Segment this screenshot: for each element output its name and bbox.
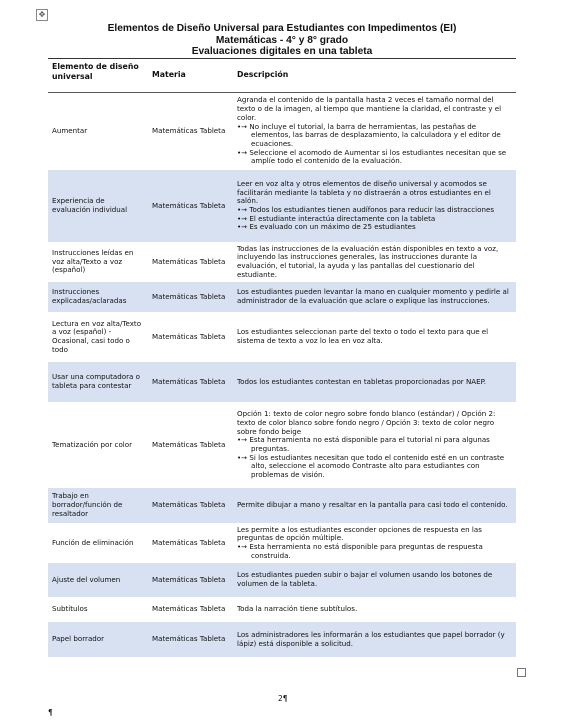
element-cell: Ajuste del volumen bbox=[48, 563, 148, 597]
description-cell bbox=[233, 523, 516, 563]
bullet-item bbox=[237, 149, 512, 166]
element-cell: Experiencia de evaluación individual bbox=[48, 170, 148, 242]
table-move-handle-icon[interactable]: ✥ bbox=[36, 9, 48, 21]
table-row bbox=[48, 312, 516, 362]
description-text: Los administradores les informarán a los estudiantes que papel borrador (y lápiz) está disponible a solicitud. bbox=[237, 629, 505, 648]
document-title bbox=[48, 23, 516, 58]
table-row bbox=[48, 597, 516, 622]
table-row bbox=[48, 362, 516, 402]
subject-cell: Matemáticas Tableta bbox=[148, 563, 233, 597]
element-cell: Aumentar bbox=[52, 125, 88, 135]
bullet-item bbox=[237, 543, 512, 560]
bullet-icon: •→ bbox=[237, 205, 250, 214]
description-text: Permite dibujar a mano y resaltar en la pantalla para casi todo el contenido. bbox=[237, 500, 508, 510]
title-line-3: Evaluaciones digitales en una tableta bbox=[191, 46, 373, 57]
bullet-text: Si los estudiantes necesitan que todo el contenido esté en un contraste alto, seleccione el acomodo Contraste alto para estudiantes con problemas de visión. bbox=[249, 452, 505, 480]
element-cell: Instrucciones leídas en voz alta/Texto a voz (español) bbox=[52, 247, 134, 275]
description-text: Opción 1: texto de color negro sobre fondo blanco (estándar) / Opción 2: texto de color blanco sobre fondo negro / Opción 3: texto de color negro sobre fondo beige bbox=[237, 409, 496, 436]
description-cell bbox=[233, 488, 516, 523]
table-resize-handle[interactable] bbox=[517, 668, 526, 677]
description-text: Todos los estudiantes contestan en tabletas proporcionadas por NAEP. bbox=[237, 376, 487, 386]
description-text: Todas las instrucciones de la evaluación están disponibles en texto a voz, incluyendo las instrucciones generales, las instrucciones durante la evaluación, el tutorial, la ayuda y las pantallas del cuestionario del estudiante. bbox=[237, 243, 499, 279]
element-cell: Trabajo en borrador/función de resaltador bbox=[48, 488, 148, 523]
subject-cell: Matemáticas Tableta bbox=[152, 331, 226, 341]
description-cell bbox=[233, 242, 516, 282]
description-text: Los estudiantes pueden levantar la mano en cualquier momento y pedirle al administrador de la evaluación que aclare o explique las instrucciones. bbox=[237, 287, 509, 305]
element-cell: Subtítulos bbox=[52, 604, 88, 614]
bullet-text: Seleccione el acomodo de Aumentar si los estudiantes necesitan que se amplíe todo el contenido de la evaluación. bbox=[249, 147, 507, 166]
description-cell bbox=[233, 402, 516, 488]
subject-cell: Matemáticas Tableta bbox=[148, 622, 233, 657]
table-row bbox=[48, 282, 516, 312]
header-element: Elemento de diseño universal bbox=[48, 58, 148, 92]
bullet-list bbox=[237, 436, 512, 480]
bullet-text: Todos los estudiantes tienen audífonos para reducir las distracciones bbox=[249, 205, 495, 214]
title-line-2: Matemáticas - 4° y 8° grado bbox=[215, 34, 349, 46]
description-text: Les permite a los estudiantes esconder opciones de respuesta en las preguntas de opción múltiple. bbox=[237, 524, 482, 543]
element-cell: Función de eliminación bbox=[52, 537, 134, 547]
header-description: Descripción bbox=[233, 58, 516, 92]
element-cell: Tematización por color bbox=[52, 439, 133, 449]
description-text: Los estudiantes pueden subir o bajar el volumen usando los botones de volumen de la tableta. bbox=[237, 570, 493, 588]
element-cell: Usar una computadora o tableta para contestar bbox=[48, 362, 148, 402]
bullet-list bbox=[237, 123, 512, 167]
description-text: Los estudiantes seleccionan parte del texto o todo el texto para que el sistema de texto a voz lo lea en voz alta. bbox=[237, 327, 489, 345]
table-row bbox=[48, 242, 516, 282]
element-cell: Papel borrador bbox=[48, 622, 148, 657]
bullet-item bbox=[237, 123, 512, 149]
subject-cell: Matemáticas Tableta bbox=[148, 282, 233, 312]
subject-cell: Matemáticas Tableta bbox=[152, 256, 226, 266]
bullet-list bbox=[237, 206, 512, 232]
subject-cell: Matemáticas Tableta bbox=[152, 125, 226, 135]
table-row bbox=[48, 523, 516, 563]
description-text: Toda la narración tiene subtítulos. bbox=[237, 604, 358, 614]
subject-cell: Matemáticas Tableta bbox=[148, 170, 233, 242]
bullet-item bbox=[237, 436, 512, 453]
bullet-icon: •→ bbox=[237, 121, 250, 131]
bullet-item bbox=[237, 454, 512, 480]
subject-cell: Matemáticas Tableta bbox=[152, 439, 226, 449]
table-row bbox=[48, 170, 516, 242]
bullet-text: Esta herramienta no está disponible para el tutorial ni para algunas preguntas. bbox=[249, 435, 490, 453]
table-header-row bbox=[48, 58, 516, 92]
description-cell bbox=[233, 92, 516, 170]
bullet-text: Esta herramienta no está disponible para preguntas de respuesta construida. bbox=[249, 542, 483, 560]
bullet-text: No incluye el tutorial, la barra de herramientas, las pestañas de elementos, las barras de desplazamiento, la calculadora y el editor de ecuaciones. bbox=[249, 121, 501, 148]
element-cell: Lectura en voz alta/Texto a voz (español) - Ocasional, casi todo o todo bbox=[52, 318, 142, 354]
bullet-icon: •→ bbox=[237, 147, 250, 157]
description-cell bbox=[233, 282, 516, 312]
subject-cell: Matemáticas Tableta bbox=[152, 604, 226, 614]
description-cell bbox=[233, 622, 516, 657]
description-text: Leer en voz alta y otros elementos de diseño universal y acomodos se facilitarán mediante la tableta y no distraerán a otros estudiantes en el salón. bbox=[237, 178, 491, 206]
page-number: 2¶ bbox=[278, 694, 288, 703]
table-row bbox=[48, 622, 516, 657]
description-cell bbox=[233, 563, 516, 597]
header-subject: Materia bbox=[148, 58, 233, 92]
bullet-text: El estudiante interactúa directamente con la tableta bbox=[249, 213, 436, 223]
accommodations-table bbox=[48, 58, 516, 657]
description-cell bbox=[233, 312, 516, 362]
bullet-icon: •→ bbox=[237, 452, 250, 462]
title-line-1: Elementos de Diseño Universal para Estudiantes con Impedimentos (EI) bbox=[107, 23, 457, 34]
element-cell: Instrucciones explicadas/aclaradas bbox=[48, 282, 148, 312]
table-row bbox=[48, 488, 516, 523]
description-cell bbox=[233, 170, 516, 242]
subject-cell: Matemáticas Tableta bbox=[152, 537, 226, 547]
description-text: Agranda el contenido de la pantalla hasta 2 veces el tamaño normal del texto o de la imagen, al tiempo que mantiene la claridad, el contraste y el color. bbox=[237, 95, 502, 122]
table-row bbox=[48, 402, 516, 488]
bullet-text: Es evaluado con un máximo de 25 estudiantes bbox=[249, 222, 416, 232]
bullet-icon: •→ bbox=[237, 213, 250, 223]
bullet-icon: •→ bbox=[237, 222, 250, 232]
paragraph-mark: ¶ bbox=[48, 708, 53, 717]
table-row bbox=[48, 563, 516, 597]
bullet-list bbox=[237, 543, 512, 560]
subject-cell: Matemáticas Tableta bbox=[148, 488, 233, 523]
description-cell bbox=[233, 597, 516, 622]
description-cell bbox=[233, 362, 516, 402]
bullet-item bbox=[237, 223, 512, 232]
bullet-icon: •→ bbox=[237, 542, 250, 551]
table-row bbox=[48, 92, 516, 170]
bullet-icon: •→ bbox=[237, 435, 250, 445]
subject-cell: Matemáticas Tableta bbox=[148, 362, 233, 402]
